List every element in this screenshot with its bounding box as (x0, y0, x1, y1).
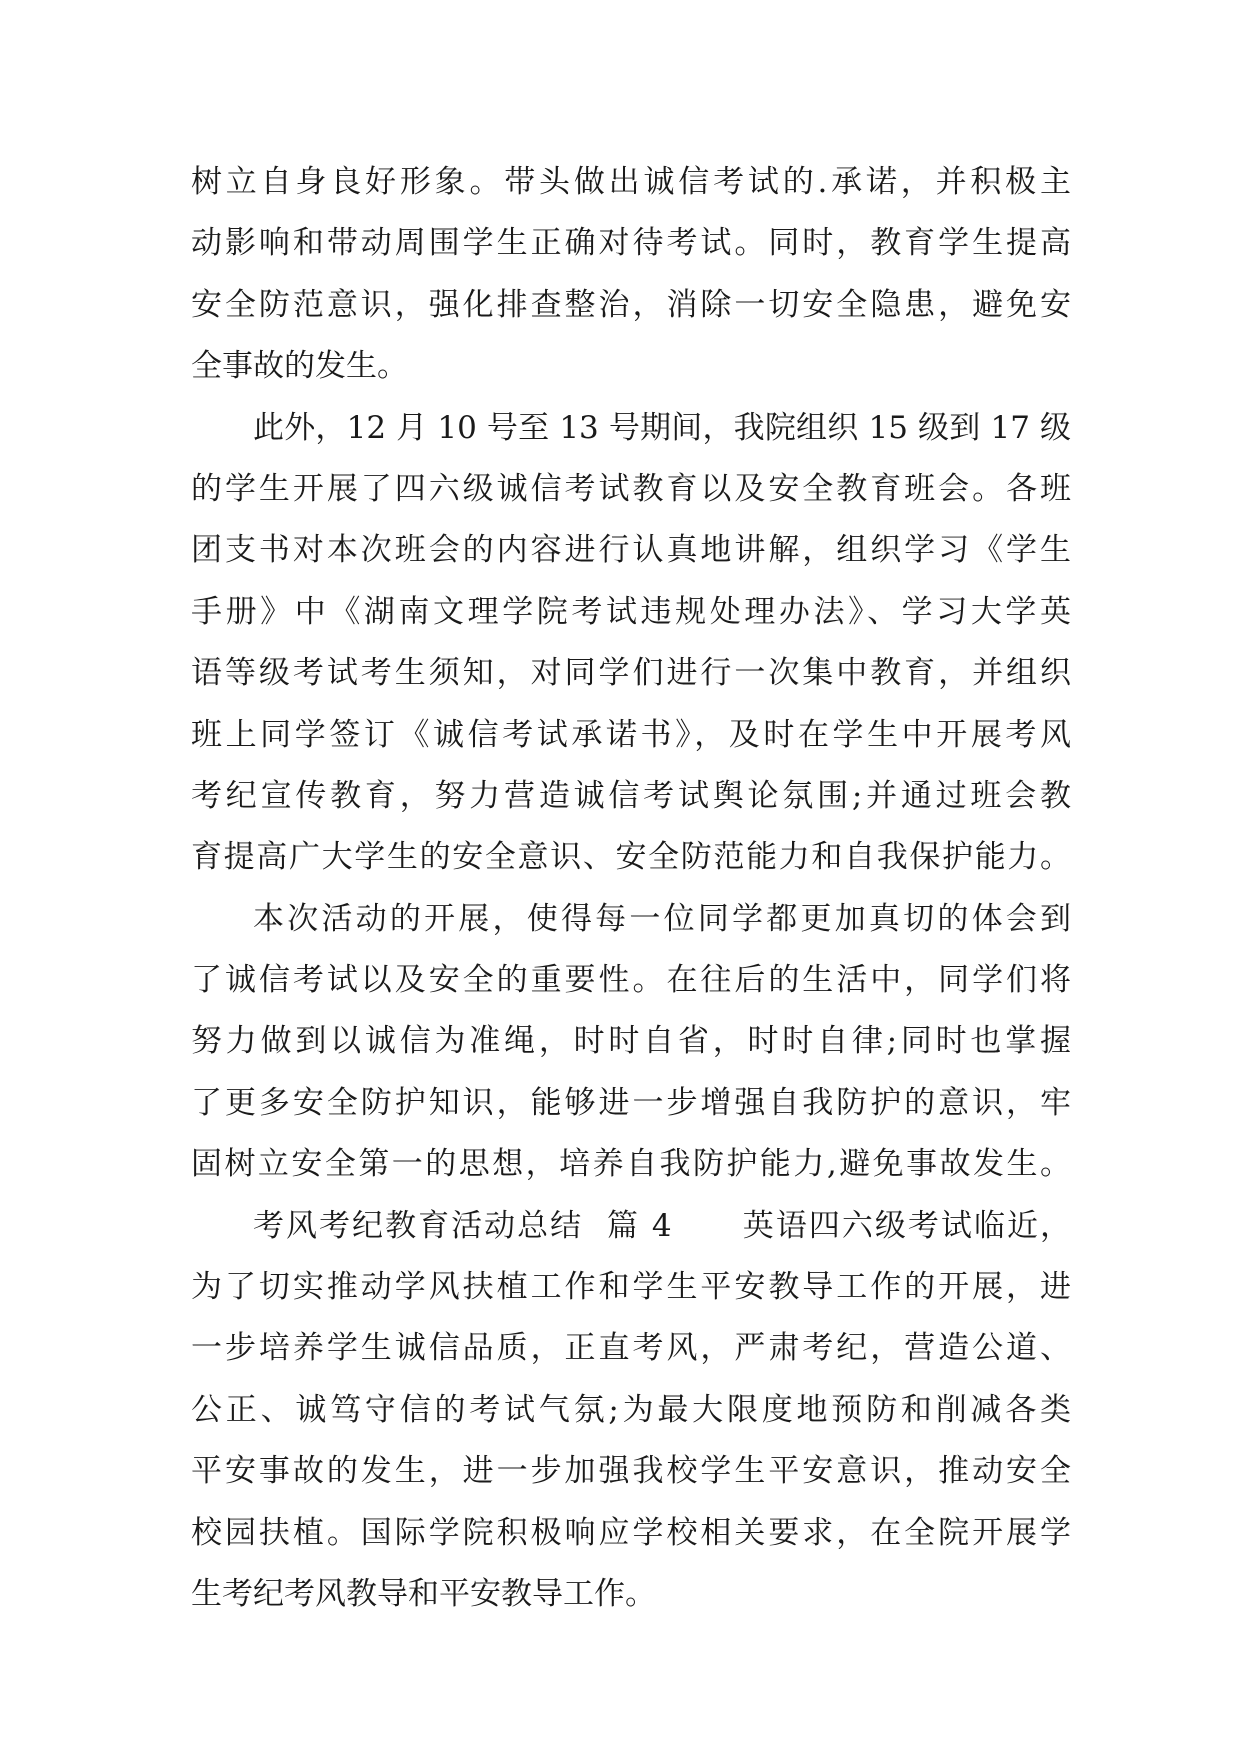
text-line: 固树立安全第一的思想，培养自我防护能力,避免事故发生。 (191, 1146, 1071, 1183)
text-line: 努力做到以诚信为准绳，时时自省，时时自律;同时也掌握 (191, 1023, 1071, 1060)
text-line: 语等级考试考生须知，对同学们进行一次集中教育，并组织 (191, 655, 1071, 692)
text-line: 考纪宣传教育，努力营造诚信考试舆论氛围;并通过班会教 (191, 777, 1071, 814)
text-line: 公正、诚笃守信的考试气氛;为最大限度地预防和削减各类 (191, 1391, 1071, 1428)
text-line: 平安事故的发生，进一步加强我校学生平安意识，推动安全 (191, 1453, 1071, 1490)
text-line: 树立自身良好形象。带头做出诚信考试的.承诺，并积极主 (191, 164, 1071, 200)
text-line: 校园扶植。国际学院积极响应学校相关要求，在全院开展学 (191, 1514, 1071, 1551)
paragraph-first-line: 此外，12 月 10 号至 13 号期间，我院组织 15 级到 17 级 (253, 409, 1071, 446)
document-body-text (191, 152, 1071, 1625)
text-line: 的学生开展了四六级诚信考试教育以及安全教育班会。各班 (191, 470, 1071, 507)
paragraph-first-line: 本次活动的开展，使得每一位同学都更加真切的体会到 (253, 900, 1071, 937)
text-line: 育提高广大学生的安全意识、安全防范能力和自我保护能力。 (191, 839, 1071, 876)
text-line: 了诚信考试以及安全的重要性。在往后的生活中，同学们将 (191, 962, 1071, 999)
text-line: 安全防范意识，强化排查整治，消除一切安全隐患，避免安 (191, 286, 1071, 323)
text-line: 一步培养学生诚信品质，正直考风，严肃考纪，营造公道、 (191, 1330, 1071, 1367)
text-line: 了更多安全防护知识，能够进一步增强自我防护的意识，牢 (191, 1084, 1071, 1121)
text-line: 班上同学签订《诚信考试承诺书》，及时在学生中开展考风 (191, 716, 1071, 753)
text-line: 手册》中《湖南文理学院考试违规处理办法》、学习大学英 (191, 593, 1071, 630)
text-line: 动影响和带动周围学生正确对待考试。同时，教育学生提高 (191, 225, 1071, 262)
text-line: 为了切实推动学风扶植工作和学生平安教导工作的开展，进 (191, 1269, 1071, 1306)
text-line: 团支书对本次班会的内容进行认真地讲解，组织学习《学生 (191, 532, 1071, 569)
text-line: 生考纪考风教导和平安教导工作。 (191, 1575, 656, 1612)
paragraph-first-line: 考风考纪教育活动总结 篇 4 英语四六级考试临近， (253, 1207, 1071, 1244)
text-line: 全事故的发生。 (191, 348, 408, 385)
